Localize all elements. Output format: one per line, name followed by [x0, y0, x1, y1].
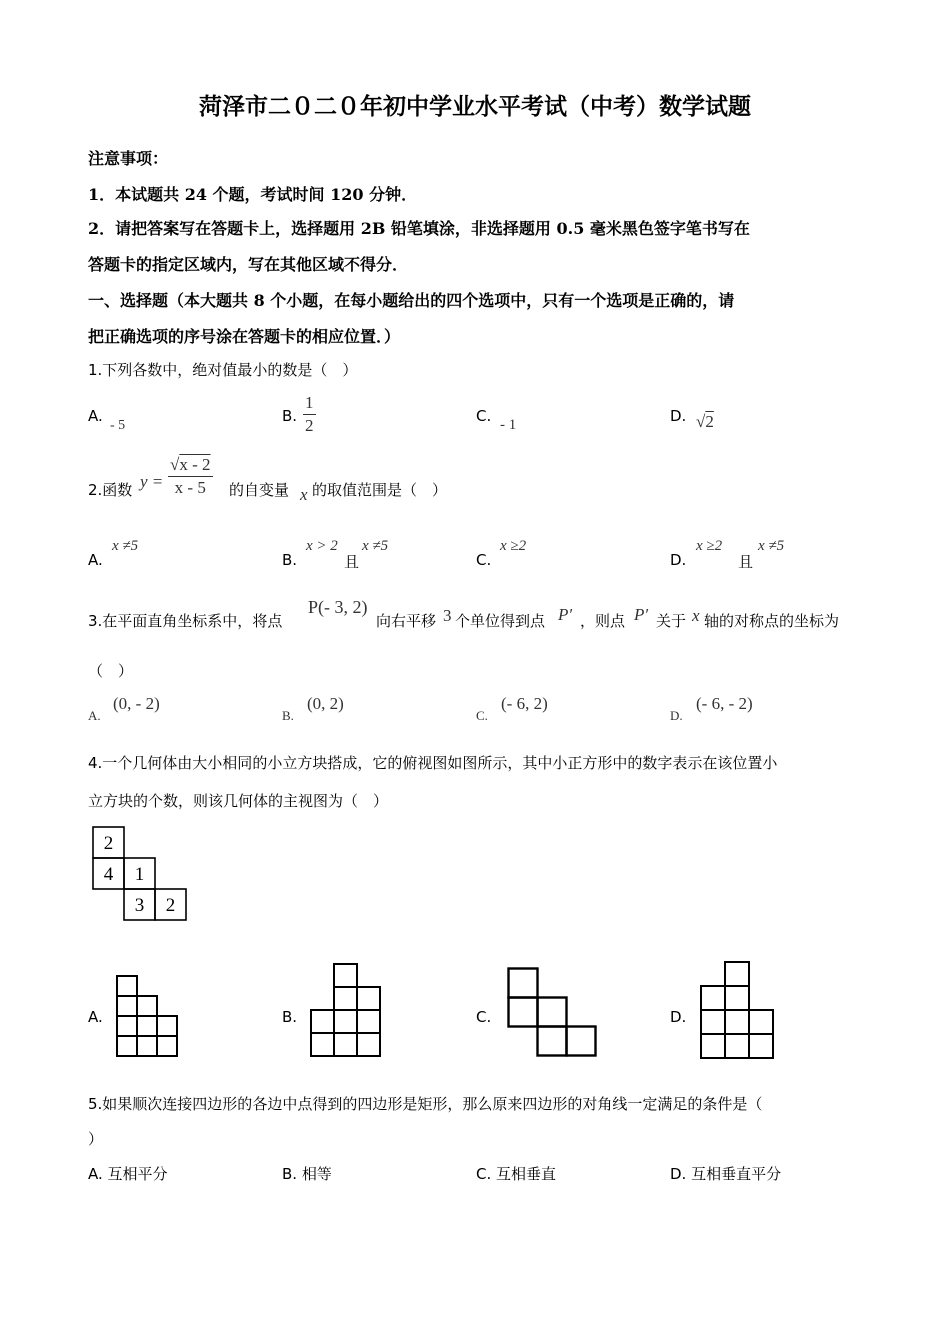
- grid-number: 2: [103, 833, 114, 854]
- q2-option-b-and: 且: [344, 553, 360, 571]
- q4-label-a: A.: [88, 1008, 103, 1026]
- q4-option-a-figure: [116, 975, 180, 1059]
- q5-option-c: C. 互相垂直: [476, 1165, 557, 1183]
- sqrt-sign: √: [696, 412, 706, 431]
- q5-option-a: A. 互相平分: [88, 1165, 168, 1183]
- top-view-grid: [92, 826, 188, 922]
- q1-option-c: - 1: [500, 417, 517, 433]
- notice-line-2a: 2．请把答案写在答题卡上，选择题用 2B 铅笔填涂，非选择题用 0.5 毫米黑色签字笔书写在: [88, 219, 750, 238]
- q2-option-d-and: 且: [738, 553, 754, 571]
- q1-label-a: A.: [88, 407, 103, 425]
- q3-paren: （ ）: [88, 662, 134, 680]
- q3-pprime-1: P′: [558, 605, 573, 624]
- q3-text-3: ，则点: [580, 612, 626, 630]
- q3-option-d: (- 6, - 2): [696, 694, 753, 713]
- q3-label-b: B.: [282, 708, 294, 723]
- q2-option-b2: x ≠5: [362, 538, 389, 554]
- page-title: 菏泽市二０二０年初中学业水平考试（中考）数学试题: [199, 93, 751, 120]
- q1-label-c: C.: [476, 407, 492, 425]
- q4-label-c: C.: [476, 1008, 492, 1026]
- q4-option-d-figure: [700, 961, 776, 1059]
- q3-xvar: x: [692, 606, 700, 625]
- q1-option-d: √2: [696, 412, 714, 431]
- q4-option-b-figure: [310, 963, 384, 1059]
- q2-fraction: $\frac{√x - 2}{x - 5}$: [170, 455, 211, 497]
- section-heading-b: 把正确选项的序号涂在答题卡的相应位置．）: [88, 327, 401, 346]
- q2-mid: 的自变量: [229, 481, 290, 499]
- q2-label-a: A.: [88, 551, 103, 569]
- q3-text-5: 轴的对称点的坐标为: [704, 612, 840, 630]
- q2-var: x: [300, 485, 308, 504]
- q2-label-c: C.: [476, 551, 492, 569]
- q2-pre: 2.函数: [88, 481, 133, 499]
- q2-label-b: B.: [282, 551, 298, 569]
- q3-pprime-2: P′: [634, 605, 649, 624]
- q2-option-d1: x ≥2: [696, 538, 723, 554]
- q5-option-d: D. 互相垂直平分: [670, 1165, 782, 1183]
- q3-label-a: A.: [88, 708, 101, 723]
- notice-line-2b: 答题卡的指定区域内，写在其他区域不得分．: [88, 255, 409, 274]
- grid-number: 1: [134, 864, 145, 885]
- q3-text-2: 个单位得到点: [455, 612, 546, 630]
- q3-pre: 3.在平面直角坐标系中，将点: [88, 612, 283, 630]
- q2-post: 的取值范围是（ ）: [312, 481, 448, 499]
- q3-option-c: (- 6, 2): [501, 694, 548, 713]
- q4-line-b: 立方块的个数，则该几何体的主视图为（ ）: [88, 792, 389, 810]
- q4-label-d: D.: [670, 1008, 687, 1026]
- q2-option-a: x ≠5: [112, 538, 139, 554]
- notice-heading: 注意事项：: [88, 149, 169, 168]
- q5-line-a: 5.如果顺次连接四边形的各边中点得到的四边形是矩形，那么原来四边形的对角线一定满足的条件是（: [88, 1095, 763, 1113]
- q2-option-c: x ≥2: [500, 538, 527, 554]
- grid-number: 2: [165, 895, 176, 916]
- q1-stem: 1.下列各数中，绝对值最小的数是（ ）: [88, 361, 358, 379]
- q4-label-b: B.: [282, 1008, 298, 1026]
- q2-y-eq: y =: [140, 472, 164, 491]
- q2-option-d2: x ≠5: [758, 538, 785, 554]
- q1-option-b: $\frac{1}{2}$: [305, 393, 314, 435]
- q5-option-b: B. 相等: [282, 1165, 332, 1183]
- q4-line-a: 4.一个几何体由大小相同的小立方块搭成，它的俯视图如图所示，其中小正方形中的数字表示在该位置小: [88, 754, 778, 772]
- grid-number: 3: [134, 895, 145, 916]
- q3-text-1: 向右平移: [376, 612, 437, 630]
- q4-option-c-figure: [507, 967, 597, 1057]
- section-heading-a: 一、选择题（本大题共 8 个小题，在每小题给出的四个选项中，只有一个选项是正确的，请: [88, 291, 735, 310]
- q2-label-d: D.: [670, 551, 687, 569]
- q3-label-c: C.: [476, 708, 488, 723]
- q3-three: 3: [443, 606, 452, 625]
- q3-option-b: (0, 2): [307, 694, 344, 713]
- q3-option-a: (0, - 2): [113, 694, 160, 713]
- q5-line-b: ）: [88, 1130, 104, 1148]
- q3-point: P(- 3, 2): [308, 597, 368, 617]
- q1-label-d: D.: [670, 407, 687, 425]
- q2-option-b1: x > 2: [306, 538, 338, 554]
- q1-label-b: B.: [282, 407, 298, 425]
- notice-line-1: 1．本试题共 24 个题，考试时间 120 分钟．: [88, 185, 418, 204]
- q1-option-a: - 5: [110, 418, 126, 433]
- q3-text-4: 关于: [656, 612, 687, 630]
- q3-label-d: D.: [670, 708, 683, 723]
- grid-number: 4: [103, 864, 114, 885]
